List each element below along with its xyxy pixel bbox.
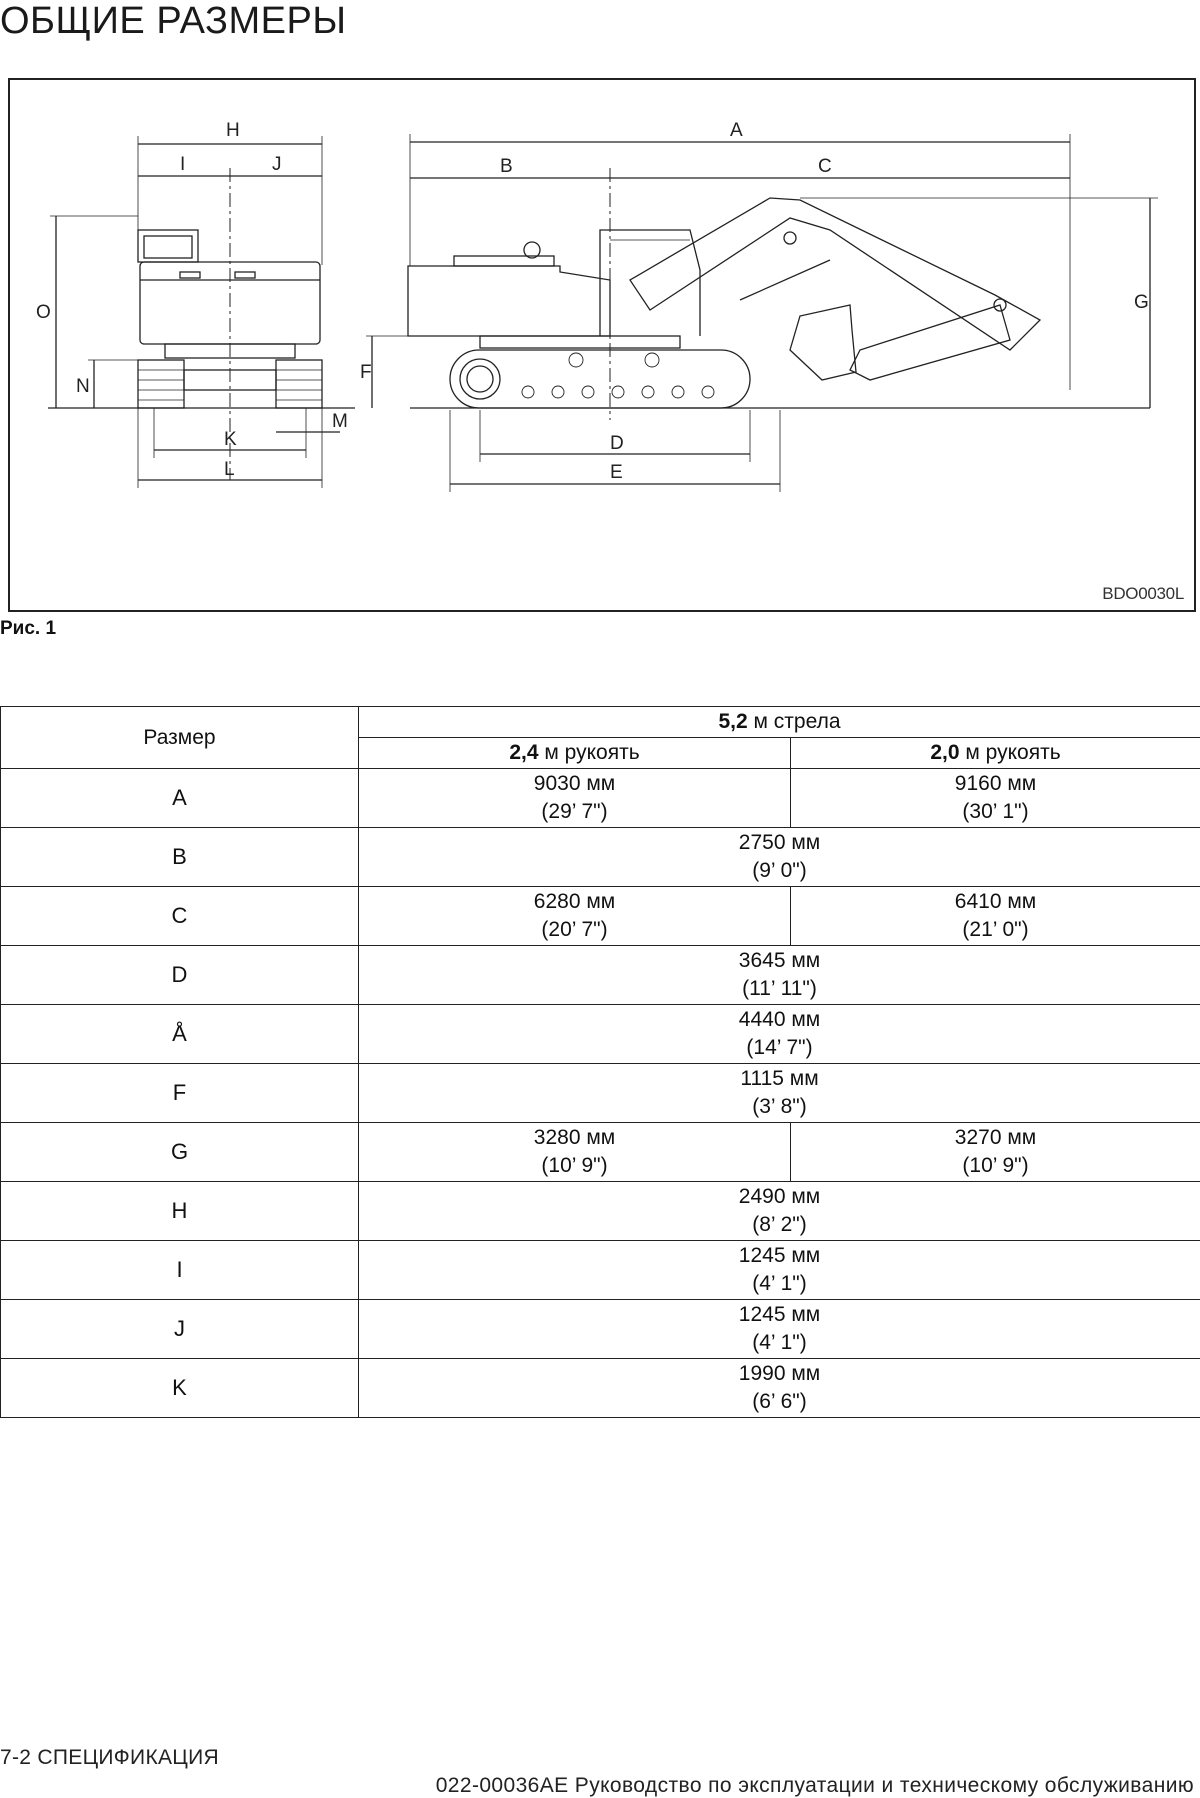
- value-imperial: (6’ 6"): [752, 1390, 807, 1413]
- value-metric: 4440 мм: [738, 1008, 821, 1031]
- dim-label-g: G: [1134, 292, 1149, 313]
- footer-section-title: СПЕЦИФИКАЦИЯ: [31, 1746, 219, 1769]
- footer-doc-title: Руководство по эксплуатации и техническому обслуживанию: [568, 1774, 1194, 1797]
- row-label: H: [1, 1182, 359, 1241]
- dim-label-a: A: [730, 120, 743, 141]
- dim-label-d: D: [610, 433, 624, 454]
- row-label: F: [1, 1064, 359, 1123]
- table-row: [1, 1359, 1200, 1418]
- value-metric: 3270 мм: [954, 1126, 1037, 1149]
- row-label: Å: [1, 1005, 359, 1064]
- value-cell: [359, 1005, 1200, 1064]
- dimensions-figure: [8, 78, 1196, 612]
- value-metric: 3280 мм: [533, 1126, 616, 1149]
- value-imperial: (4’ 1"): [752, 1272, 807, 1295]
- dim-label-h: H: [226, 120, 240, 141]
- header-boom-value: 5,2: [718, 710, 748, 733]
- value-metric: 9160 мм: [954, 772, 1037, 795]
- row-label: A: [1, 769, 359, 828]
- value-cell: [359, 946, 1200, 1005]
- table-row: [1, 1241, 1200, 1300]
- value-cell: [359, 1359, 1200, 1418]
- header-dimension: Размер: [1, 707, 359, 769]
- row-label: G: [1, 1123, 359, 1182]
- header-boom: [359, 707, 1200, 738]
- table-row: [1, 946, 1200, 1005]
- value-cell: [359, 769, 791, 828]
- header-arm-2-value: 2,0: [930, 741, 960, 764]
- value-metric: 9030 мм: [533, 772, 616, 795]
- dim-label-b: B: [500, 156, 513, 177]
- value-metric: 1990 мм: [738, 1362, 821, 1385]
- dim-label-k: K: [224, 429, 237, 450]
- footer-document: [436, 1774, 1194, 1798]
- table-row: [1, 1123, 1200, 1182]
- value-imperial: (10’ 9"): [541, 1154, 608, 1177]
- table-row: [1, 1064, 1200, 1123]
- value-imperial: (8’ 2"): [752, 1213, 807, 1236]
- header-arm-1-unit: м рукоять: [538, 741, 640, 764]
- dim-label-c: C: [818, 156, 832, 177]
- value-metric: 3645 мм: [738, 949, 821, 972]
- value-imperial: (21’ 0"): [962, 918, 1029, 941]
- dimensions-table-body: [1, 769, 1200, 1418]
- value-imperial: (14’ 7"): [746, 1036, 813, 1059]
- value-imperial: (20’ 7"): [541, 918, 608, 941]
- dim-label-m: M: [332, 411, 348, 432]
- dim-label-j: J: [272, 154, 282, 175]
- value-cell: [791, 1123, 1200, 1182]
- table-row: [1, 1300, 1200, 1359]
- footer-page-number: 7-2: [0, 1746, 32, 1769]
- value-cell: [791, 887, 1200, 946]
- row-label: C: [1, 887, 359, 946]
- table-row: [1, 1005, 1200, 1064]
- value-imperial: (30’ 1"): [962, 800, 1029, 823]
- value-cell: [359, 1064, 1200, 1123]
- table-row: [1, 887, 1200, 946]
- header-arm-1-value: 2,4: [509, 741, 539, 764]
- table-row: [1, 828, 1200, 887]
- value-cell: [359, 828, 1200, 887]
- value-metric: 2750 мм: [738, 831, 821, 854]
- dim-label-n: N: [76, 376, 90, 397]
- value-metric: 1115 мм: [740, 1067, 819, 1090]
- value-metric: 1245 мм: [738, 1244, 821, 1267]
- value-metric: 1245 мм: [738, 1303, 821, 1326]
- table-row: [1, 1182, 1200, 1241]
- value-cell: [359, 887, 791, 946]
- value-imperial: (4’ 1"): [752, 1331, 807, 1354]
- table-row: [1, 769, 1200, 828]
- value-imperial: (3’ 8"): [752, 1095, 807, 1118]
- row-label: J: [1, 1300, 359, 1359]
- value-cell: [359, 1300, 1200, 1359]
- value-metric: 6280 мм: [533, 890, 616, 913]
- side-view-drawing: [366, 134, 1158, 492]
- dimensions-table: [0, 706, 1200, 1418]
- footer-doc-code: 022-00036AE: [435, 1774, 569, 1797]
- header-arm-1: [359, 738, 791, 769]
- dim-label-f: F: [360, 362, 372, 383]
- figure-code: BDO0030L: [1102, 584, 1184, 603]
- dim-label-i: I: [180, 154, 186, 175]
- dim-label-o: O: [36, 302, 51, 323]
- header-boom-unit: м стрела: [747, 710, 841, 733]
- value-cell: [359, 1123, 791, 1182]
- front-view-drawing: [48, 136, 355, 488]
- value-imperial: (29’ 7"): [541, 800, 608, 823]
- row-label: B: [1, 828, 359, 887]
- footer-section: [0, 1746, 219, 1770]
- page-title: ОБЩИЕ РАЗМЕРЫ: [0, 0, 347, 42]
- figure-caption: Рис. 1: [0, 618, 57, 639]
- value-cell: [359, 1241, 1200, 1300]
- row-label: I: [1, 1241, 359, 1300]
- excavator-drawing: [10, 80, 1194, 610]
- header-arm-2-unit: м рукоять: [959, 741, 1061, 764]
- value-metric: 2490 мм: [738, 1185, 821, 1208]
- dim-label-l: L: [224, 459, 235, 480]
- value-cell: [359, 1182, 1200, 1241]
- dim-label-e: E: [610, 462, 623, 483]
- value-cell: [791, 769, 1200, 828]
- row-label: D: [1, 946, 359, 1005]
- row-label: K: [1, 1359, 359, 1418]
- value-imperial: (10’ 9"): [962, 1154, 1029, 1177]
- value-metric: 6410 мм: [954, 890, 1037, 913]
- value-imperial: (11’ 11"): [742, 977, 817, 1000]
- value-imperial: (9’ 0"): [752, 859, 807, 882]
- header-arm-2: [791, 738, 1200, 769]
